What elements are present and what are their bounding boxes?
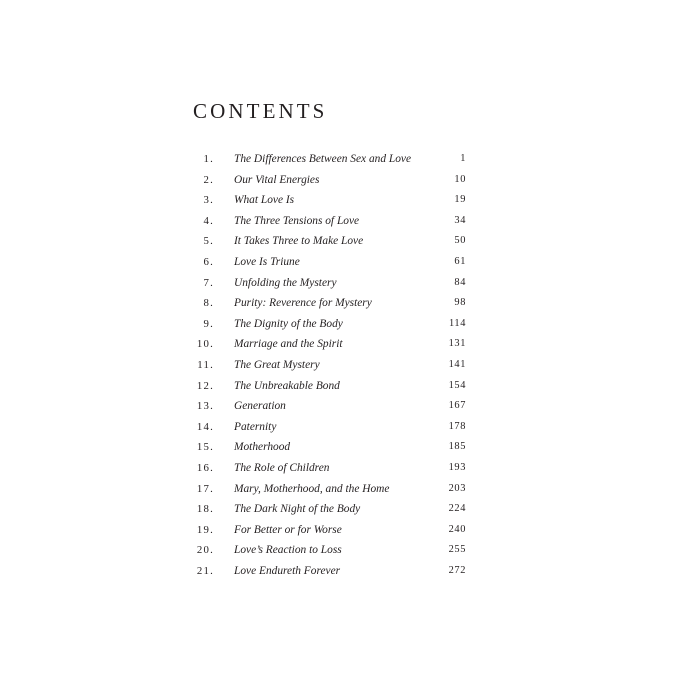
- chapter-number: 8.: [203, 297, 214, 310]
- chapter-number: 21.: [196, 564, 214, 577]
- chapter-number: 16.: [196, 461, 214, 474]
- toc-entry: [196, 334, 466, 355]
- chapter-number: 19.: [196, 523, 214, 536]
- toc-entry: [196, 376, 466, 397]
- chapter-title: It Takes Three to Make Love: [234, 235, 364, 248]
- chapter-number: 14.: [196, 420, 214, 433]
- contents-heading: CONTENTS: [193, 99, 328, 123]
- page-number: 19: [454, 194, 466, 206]
- chapter-number: 9.: [203, 317, 214, 330]
- chapter-number: 17.: [196, 482, 214, 495]
- chapter-number: 2.: [203, 173, 214, 186]
- chapter-title: The Three Tensions of Love: [234, 214, 360, 227]
- chapter-title: What Love Is: [234, 194, 295, 207]
- page-number: 240: [448, 523, 466, 535]
- chapter-number: 1.: [203, 153, 214, 165]
- page-number: 154: [448, 379, 466, 391]
- chapter-title: Purity: Reverence for Mystery: [234, 297, 372, 310]
- page-number: 185: [448, 441, 466, 453]
- page-number: 50: [454, 235, 466, 247]
- chapter-number: 6.: [203, 255, 214, 268]
- page-number: 98: [454, 297, 466, 309]
- toc-entry: [196, 479, 466, 500]
- chapter-title: Motherhood: [234, 441, 291, 454]
- toc-entry: [196, 355, 466, 376]
- chapter-title: The Dignity of the Body: [234, 317, 343, 330]
- chapter-title: Our Vital Energies: [234, 173, 320, 186]
- page-number: 224: [448, 503, 466, 515]
- chapter-title: Mary, Motherhood, and the Home: [234, 482, 390, 495]
- chapter-title: The Differences Between Sex and Love: [234, 153, 412, 165]
- chapter-number: 5.: [203, 235, 214, 248]
- page-number: 167: [448, 400, 466, 412]
- chapter-number: 11.: [197, 358, 214, 371]
- page-number: 84: [454, 276, 466, 288]
- toc-entry: [196, 149, 466, 170]
- chapter-title: Love Endureth Forever: [234, 564, 341, 577]
- chapter-title: The Great Mystery: [234, 358, 320, 371]
- toc-entry: [196, 520, 466, 541]
- toc-entry: [196, 458, 466, 479]
- toc-entry: [196, 437, 466, 458]
- chapter-number: 3.: [203, 194, 214, 207]
- toc-entry: [196, 561, 466, 582]
- page-number: 272: [448, 564, 466, 576]
- chapter-title: The Unbreakable Bond: [234, 379, 340, 392]
- page-number: 255: [448, 544, 466, 556]
- table-of-contents: [196, 149, 466, 581]
- chapter-title: The Role of Children: [234, 461, 330, 474]
- toc-entry: [196, 211, 466, 232]
- chapter-title: The Dark Night of the Body: [234, 503, 361, 516]
- page-number: 178: [448, 420, 466, 432]
- chapter-title: Love Is Triune: [234, 255, 300, 268]
- chapter-number: 13.: [196, 400, 214, 413]
- toc-entry: [196, 252, 466, 273]
- chapter-title: Paternity: [234, 420, 277, 433]
- toc-entry: [196, 273, 466, 294]
- chapter-number: 7.: [203, 276, 214, 289]
- chapter-number: 18.: [196, 503, 214, 516]
- chapter-number: 12.: [196, 379, 214, 392]
- page-number: 61: [454, 255, 466, 267]
- chapter-number: 15.: [196, 441, 214, 454]
- chapter-title: Marriage and the Spirit: [234, 338, 343, 351]
- toc-entry: [196, 231, 466, 252]
- toc-entry: [196, 417, 466, 438]
- toc-entry: [196, 499, 466, 520]
- toc-entry: [196, 396, 466, 417]
- toc-entry: [196, 190, 466, 211]
- toc-entry: [196, 540, 466, 561]
- chapter-number: 20.: [196, 544, 214, 557]
- page-number: 203: [448, 482, 466, 494]
- chapter-title: For Better or for Worse: [234, 523, 342, 536]
- page-number: 34: [454, 214, 466, 226]
- chapter-number: 4.: [203, 214, 214, 227]
- page-number: 131: [448, 338, 466, 350]
- chapter-title: Unfolding the Mystery: [234, 276, 337, 289]
- page-number: 193: [448, 461, 466, 473]
- chapter-number: 10.: [196, 338, 214, 351]
- toc-entry: [196, 293, 466, 314]
- toc-entry: [196, 170, 466, 191]
- toc-entry: [196, 314, 466, 335]
- page-number: 141: [448, 358, 466, 370]
- page-number: 10: [454, 173, 466, 185]
- page-number: 1: [460, 153, 466, 164]
- chapter-title: Generation: [234, 400, 286, 413]
- page-number: 114: [449, 317, 466, 329]
- chapter-title: Love’s Reaction to Loss: [234, 544, 342, 557]
